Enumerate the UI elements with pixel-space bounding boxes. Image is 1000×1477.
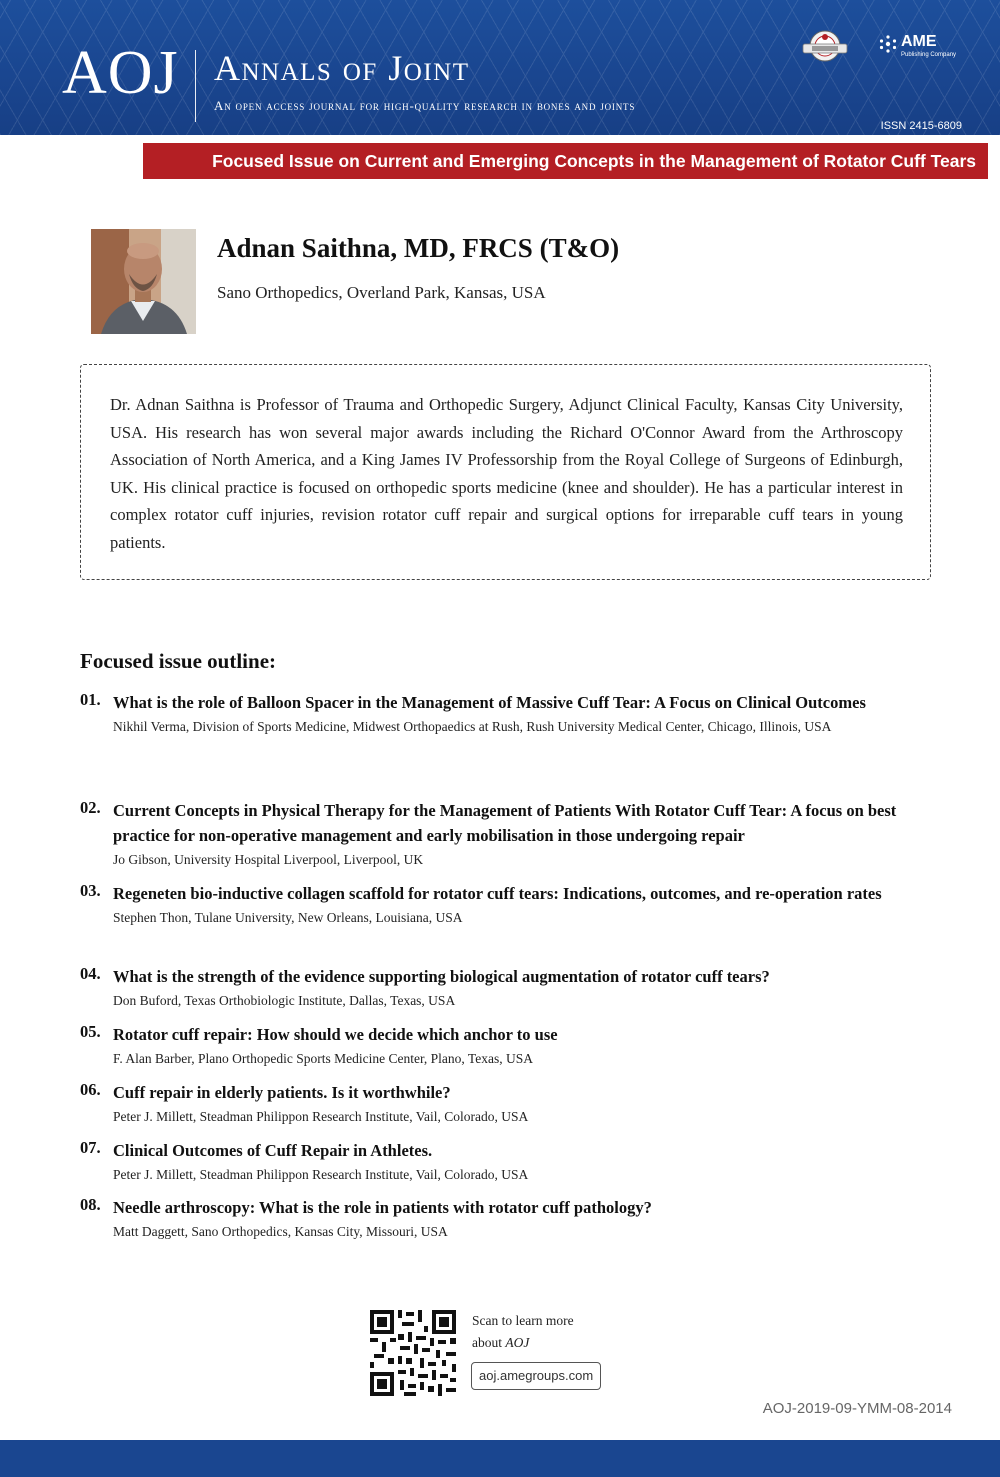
portrait-image xyxy=(91,229,196,334)
item-title: Needle arthroscopy: What is the role in patients with rotator cuff pathology? xyxy=(113,1198,652,1217)
item-title: Cuff repair in elderly patients. Is it worthwhile? xyxy=(113,1083,451,1102)
ame-wordmark: AME xyxy=(901,33,937,50)
journal-name: Annals of Joint xyxy=(214,48,470,88)
editor-bio: Dr. Adnan Saithna is Professor of Trauma and Orthopedic Surgery, Adjunct Clinical Faculty, Kansas City University, USA. His research has won several major awards including the Richard O'Connor Award from the Arthroscopy Association of North America, and a King James IV Professorship from the Royal College of Surgeons of Edinburgh, UK. His clinical practice is focused on orthopedic sports medicine (knee and shoulder). He has a particular interest in complex rotator cuff injuries, revision rotator cuff repair and surgical options for irreparable cuff tears in young patients. xyxy=(110,395,903,552)
item-author: Matt Daggett, Sano Orthopedics, Kansas City, Missouri, USA xyxy=(113,1224,448,1239)
item-title: Current Concepts in Physical Therapy for the Management of Patients With Rotator Cuff Tear: A focus on best practice for non-operative management and early mobilisation in those undergoing repair xyxy=(113,801,897,845)
item-author: Peter J. Millett, Steadman Philippon Research Institute, Vail, Colorado, USA xyxy=(113,1109,529,1124)
item-author: F. Alan Barber, Plano Orthopedic Sports Medicine Center, Plano, Texas, USA xyxy=(113,1051,533,1066)
qr-code-icon[interactable] xyxy=(368,1308,458,1398)
item-author: Nikhil Verma, Division of Sports Medicine, Midwest Orthopaedics at Rush, Rush University Medical Center, Chicago, Illinois, USA xyxy=(113,719,832,734)
outline-item xyxy=(80,1080,940,1129)
outline-title: Focused issue outline: xyxy=(80,649,277,673)
item-title: Regeneten bio-inductive collagen scaffold for rotator cuff tears: Indications, outcomes, and re-operation rates xyxy=(113,884,882,903)
scan-prefix: about xyxy=(472,1335,506,1350)
item-number: 02. xyxy=(80,798,101,817)
outline-item xyxy=(80,964,940,1013)
item-title: Clinical Outcomes of Cuff Repair in Athletes. xyxy=(113,1141,433,1160)
item-number: 05. xyxy=(80,1022,101,1041)
item-title: Rotator cuff repair: How should we decide which anchor to use xyxy=(113,1025,558,1044)
logo-divider xyxy=(195,50,196,122)
ame-subtitle: Publishing Company xyxy=(901,52,957,58)
item-number: 03. xyxy=(80,881,101,900)
editor-affiliation: Sano Orthopedics, Overland Park, Kansas, USA xyxy=(217,283,546,302)
document-code: AOJ-2019-09-YMM-08-2014 xyxy=(762,1400,952,1417)
editor-photo xyxy=(91,229,196,334)
footer-bar xyxy=(0,1440,1000,1477)
item-author: Peter J. Millett, Steadman Philippon Research Institute, Vail, Colorado, USA xyxy=(113,1167,529,1182)
scan-line-1: Scan to learn more xyxy=(472,1313,574,1328)
outline-item xyxy=(80,1195,940,1244)
editor-name: Adnan Saithna, MD, FRCS (T&O) xyxy=(217,233,620,263)
item-number: 06. xyxy=(80,1080,101,1099)
journal-header xyxy=(0,0,1000,135)
editor-bio-box xyxy=(80,364,931,580)
outline-item xyxy=(80,1022,940,1071)
item-number: 01. xyxy=(80,690,101,709)
item-author: Jo Gibson, University Hospital Liverpool, Liverpool, UK xyxy=(113,852,424,867)
outline-item xyxy=(80,798,940,872)
issn: ISSN 2415-6809 xyxy=(880,120,962,132)
ame-publisher-logo xyxy=(878,33,958,63)
journal-tagline: An open access journal for high-quality research in bones and joints xyxy=(214,98,636,113)
scan-journal: AOJ xyxy=(505,1335,530,1350)
item-number: 07. xyxy=(80,1138,101,1157)
item-number: 04. xyxy=(80,964,101,983)
item-title: What is the role of Balloon Spacer in the Management of Massive Cuff Tear: A Focus on Clinical Outcomes xyxy=(113,693,866,712)
outline-item xyxy=(80,690,940,739)
outline-item xyxy=(80,881,940,930)
journal-logo: AOJ xyxy=(62,39,179,107)
society-seal-icon xyxy=(800,28,850,64)
scan-instructions xyxy=(472,1310,612,1354)
item-title: What is the strength of the evidence supporting biological augmentation of rotator cuff tears? xyxy=(113,967,770,986)
item-author: Stephen Thon, Tulane University, New Orleans, Louisiana, USA xyxy=(113,910,463,925)
item-number: 08. xyxy=(80,1195,101,1214)
ame-dots-icon xyxy=(878,33,898,55)
focused-issue-banner: Focused Issue on Current and Emerging Concepts in the Management of Rotator Cuff Tears xyxy=(143,143,988,179)
item-author: Don Buford, Texas Orthobiologic Institute, Dallas, Texas, USA xyxy=(113,993,456,1008)
outline-item xyxy=(80,1138,940,1187)
scan-line-2 xyxy=(472,1332,612,1354)
journal-url-link[interactable]: aoj.amegroups.com xyxy=(471,1362,601,1390)
